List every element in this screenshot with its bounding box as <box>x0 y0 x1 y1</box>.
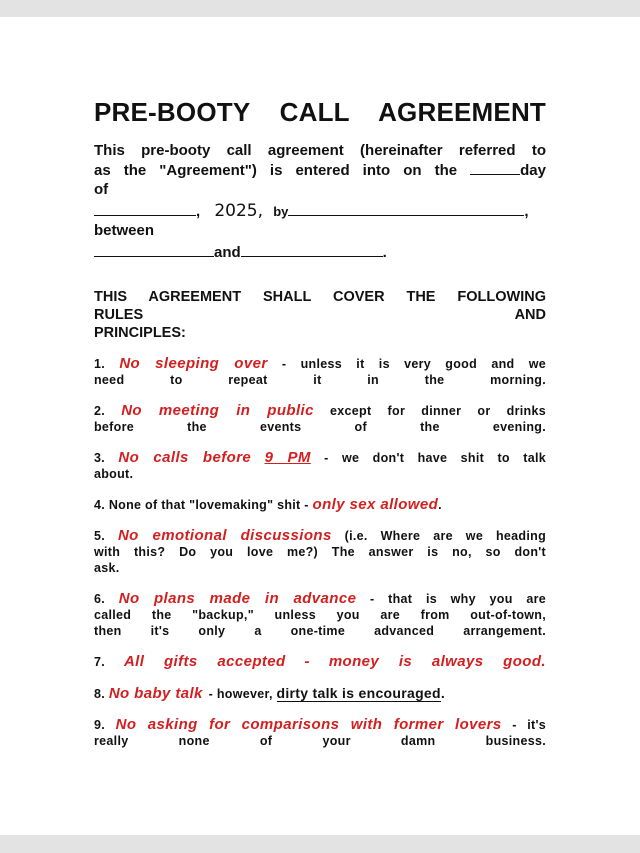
rule-3-line-2: about. <box>94 467 134 481</box>
rule-red-text: No meeting in public <box>121 402 314 419</box>
rule-number: 8. <box>94 687 106 701</box>
section-line-1: THIS AGREEMENT SHALL COVER THE FOLLOWING <box>94 289 546 305</box>
rule-number: 2. <box>94 404 106 418</box>
rule-1-line-2: need to repeat it in the morning. <box>94 373 546 387</box>
section-line-2 <box>94 306 546 324</box>
intro-line-4: , 2025, by , <box>94 201 546 221</box>
rule-red-text: No plans made in advance <box>118 590 357 607</box>
rule-red-text: only sex allowed <box>312 496 439 513</box>
rule-3 <box>94 450 546 482</box>
rule-red-text: No emotional discussions <box>117 527 332 544</box>
rule-9 <box>94 717 546 749</box>
intro-line-2-text: as the "Agreement") is entered into on the <box>94 162 458 179</box>
intro-day-word: day <box>520 162 546 179</box>
rule-red-text-2: money is always good <box>328 653 542 670</box>
rule-6 <box>94 591 546 639</box>
rule-red-text: No sleeping over <box>119 355 268 372</box>
rule-end: . <box>438 498 442 512</box>
rule-text: None of that "lovemaking" shit - <box>108 498 309 512</box>
party-two-blank <box>94 242 214 257</box>
rule-text: - unless it is very good and we <box>281 357 546 371</box>
rule-end: . <box>440 685 446 701</box>
rule-red-text: No baby talk <box>108 685 203 702</box>
rule-7 <box>94 654 546 670</box>
intro-paragraph <box>94 141 546 262</box>
rule-5-line-3: ask. <box>94 561 120 575</box>
rule-text: except for dinner or drinks <box>330 404 546 418</box>
by-label: by <box>273 204 289 219</box>
intro-line-2 <box>94 160 546 180</box>
rule-red-text: No asking for comparisons with former lovers <box>115 716 502 733</box>
rule-6-line-2: called the "backup," unless you are from out-of-town, <box>94 608 546 622</box>
section-rules-word: RULES <box>94 307 144 323</box>
document-page <box>0 17 640 835</box>
between-label: between <box>94 222 155 239</box>
rule-number: 5. <box>94 529 106 543</box>
rule-text: - however, <box>208 687 273 701</box>
and-label: and <box>214 244 241 261</box>
day-blank <box>470 160 520 175</box>
rule-2-line-2: before the events of the evening. <box>94 420 546 434</box>
rule-2-line-1 <box>94 403 546 419</box>
rule-1-line-1 <box>94 356 546 372</box>
agreement-body <box>94 97 546 764</box>
rule-number: 6. <box>94 592 106 606</box>
rule-number: 3. <box>94 451 106 465</box>
section-and-word: AND <box>514 307 546 323</box>
section-line-3: PRINCIPLES: <box>94 325 186 341</box>
rule-6-line-1 <box>94 591 546 607</box>
rule-red-underlined: 9 PM <box>264 449 311 466</box>
party-one-blank <box>288 201 524 216</box>
rule-red-text-1: All gifts accepted <box>123 653 286 670</box>
party-three-blank <box>241 242 383 257</box>
section-heading <box>94 288 546 342</box>
year-handwritten: 2025, <box>214 201 264 221</box>
rule-3-line-1 <box>94 450 546 466</box>
intro-period: . <box>382 244 387 261</box>
intro-line-1: This pre-booty call agreement (hereinafter referred to <box>94 142 546 159</box>
rule-number: 7. <box>94 655 106 669</box>
rule-number: 4. <box>94 498 106 512</box>
intro-line-3: of <box>94 181 109 198</box>
rule-1 <box>94 356 546 388</box>
intro-line-6 <box>94 242 546 262</box>
rule-9-line-1 <box>94 717 546 733</box>
rule-red-dash: - <box>304 653 310 670</box>
rule-5-line-1 <box>94 528 546 544</box>
rule-red-text: No calls before <box>118 449 252 466</box>
rule-number: 1. <box>94 357 106 371</box>
rule-2 <box>94 403 546 435</box>
rule-text: - it's <box>512 718 546 732</box>
rule-text: - that is why you are <box>370 592 546 606</box>
rule-text: (i.e. Where are we heading <box>344 529 546 543</box>
rule-end: . <box>541 653 546 670</box>
rule-5 <box>94 528 546 576</box>
rule-8 <box>94 685 546 702</box>
rule-6-line-3: then it's only a one-time advanced arrangement. <box>94 624 546 638</box>
rule-text: - we don't have shit to talk <box>324 451 546 465</box>
rule-9-line-2: really none of your damn business. <box>94 734 546 748</box>
rule-7-line-1 <box>94 654 546 670</box>
rule-number: 9. <box>94 718 106 732</box>
rule-4 <box>94 497 546 513</box>
page-title: PRE-BOOTY CALL AGREEMENT <box>94 97 546 127</box>
rule-5-line-2: with this? Do you love me?) The answer is no, so don't <box>94 545 546 559</box>
rule-underlined-text: dirty talk is encouraged <box>276 685 441 701</box>
month-blank <box>94 201 196 216</box>
